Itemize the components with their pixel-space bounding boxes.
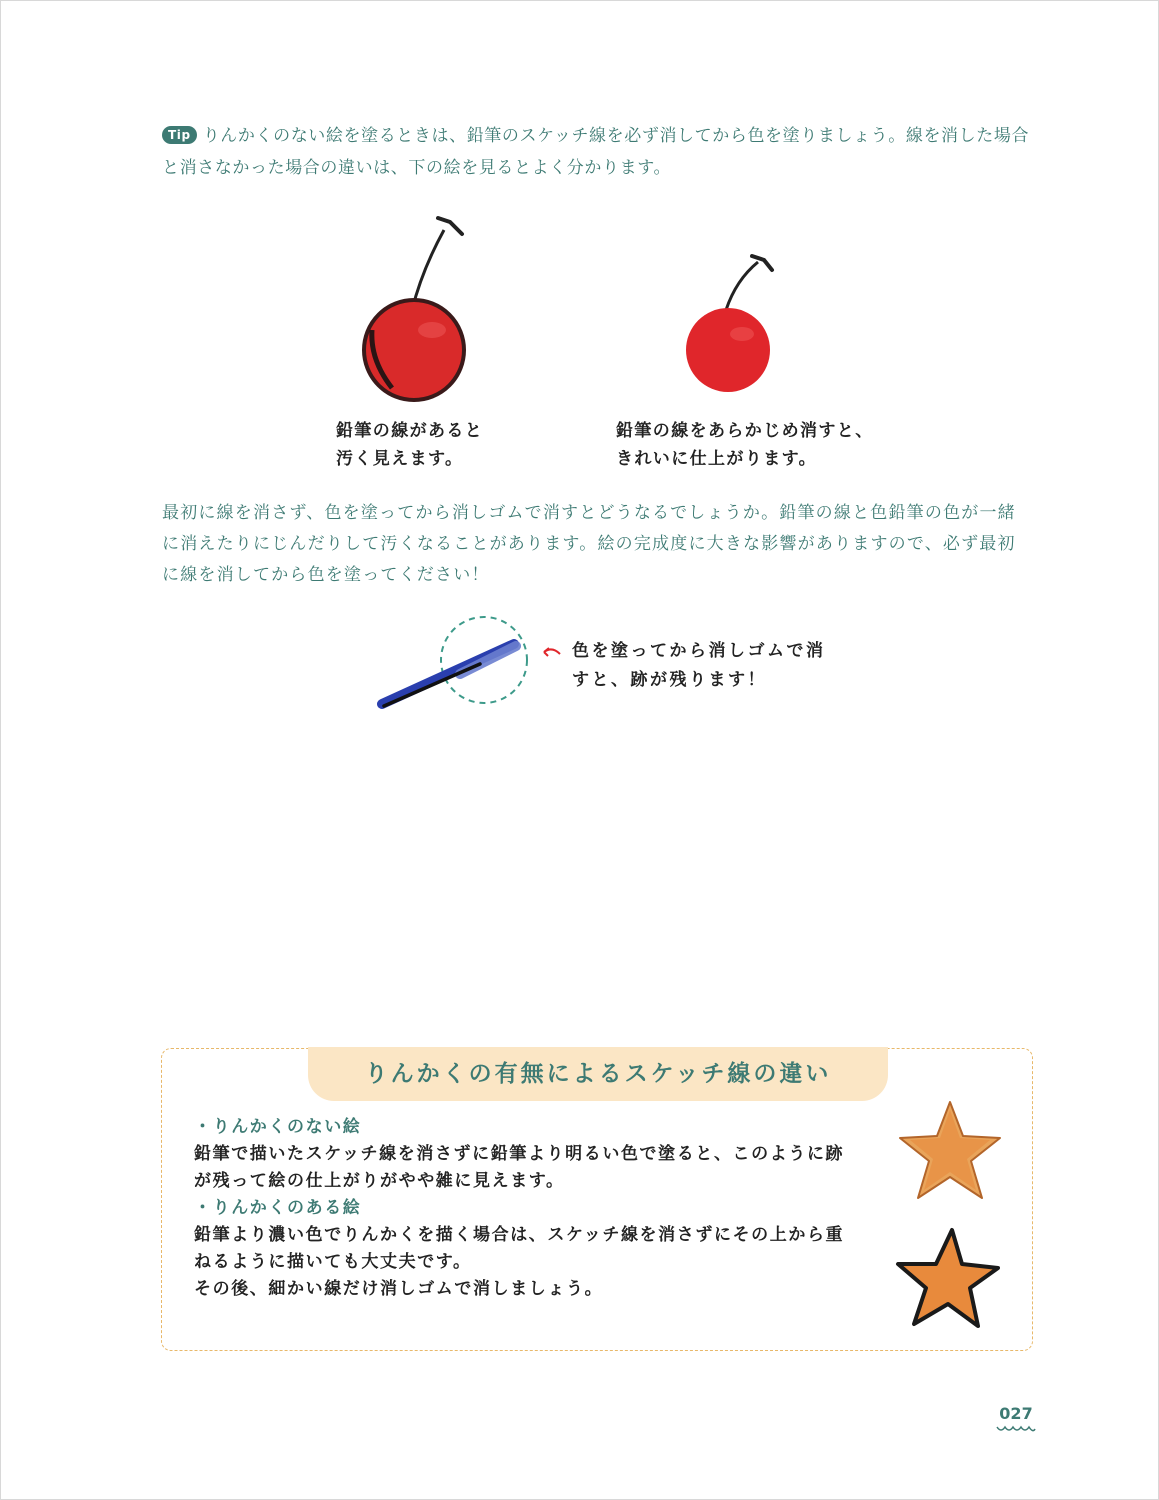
section2-line3: その後、細かい線だけ消しゴムで消しましょう。	[194, 1279, 604, 1299]
wave-ornament-icon	[996, 1425, 1036, 1433]
curved-arrow-icon	[540, 642, 564, 662]
cherry-clean-illustration	[680, 250, 790, 400]
tip-badge: Tip	[162, 126, 197, 144]
caption-left	[336, 417, 483, 473]
pencil-note	[572, 637, 826, 695]
section1-line2: が残って絵の仕上がりがやや雑に見えます。	[194, 1171, 565, 1191]
cherry-with-pencil-line-illustration	[352, 210, 482, 410]
caption-right-line2: きれいに仕上がります。	[616, 449, 818, 469]
caption-right	[616, 417, 874, 473]
star-with-outline-illustration	[894, 1226, 1002, 1332]
section1-line1: 鉛筆で描いたスケッチ線を消さずに鉛筆より明るい色で塗ると、このように跡	[194, 1144, 845, 1164]
pencil-stroke-illustration	[370, 608, 540, 718]
section2-line1: 鉛筆より濃い色でりんかくを描く場合は、スケッチ線を消さずにその上から重	[194, 1225, 845, 1245]
section2-heading: ・りんかくのある絵	[194, 1198, 362, 1218]
tip-text: りんかくのない絵を塗るときは、鉛筆のスケッチ線を必ず消してから色を塗りましょう。線を消した場合と消さなかった場合の違いは、下の絵を見るとよく分かります。	[162, 126, 1030, 178]
pencil-note-line1: 色を塗ってから消しゴムで消	[572, 641, 826, 661]
section2-line2: ねるように描いても大丈夫です。	[194, 1252, 472, 1272]
page-number: 027	[999, 1404, 1033, 1423]
tip-paragraph	[162, 120, 1032, 184]
star-no-outline-illustration	[896, 1098, 1004, 1206]
explanation-paragraph: 最初に線を消さず、色を塗ってから消しゴムで消すとどうなるでしょうか。鉛筆の線と色鉛筆の色が一緒に消えたりにじんだりして汚くなることがあります。絵の完成度に大きな影響がありますので、必ず最初に線を消してから色を塗ってください！	[162, 503, 1016, 585]
caption-left-line2: 汚く見えます。	[336, 449, 464, 469]
section1-heading: ・りんかくのない絵	[194, 1117, 362, 1137]
pencil-note-line2: すと、跡が残ります！	[572, 670, 767, 690]
info-box-title: りんかくの有無によるスケッチ線の違い	[308, 1047, 888, 1101]
caption-left-line1: 鉛筆の線があると	[336, 421, 484, 441]
info-box-text	[194, 1114, 874, 1303]
caption-right-line1: 鉛筆の線をあらかじめ消すと、	[616, 421, 874, 441]
